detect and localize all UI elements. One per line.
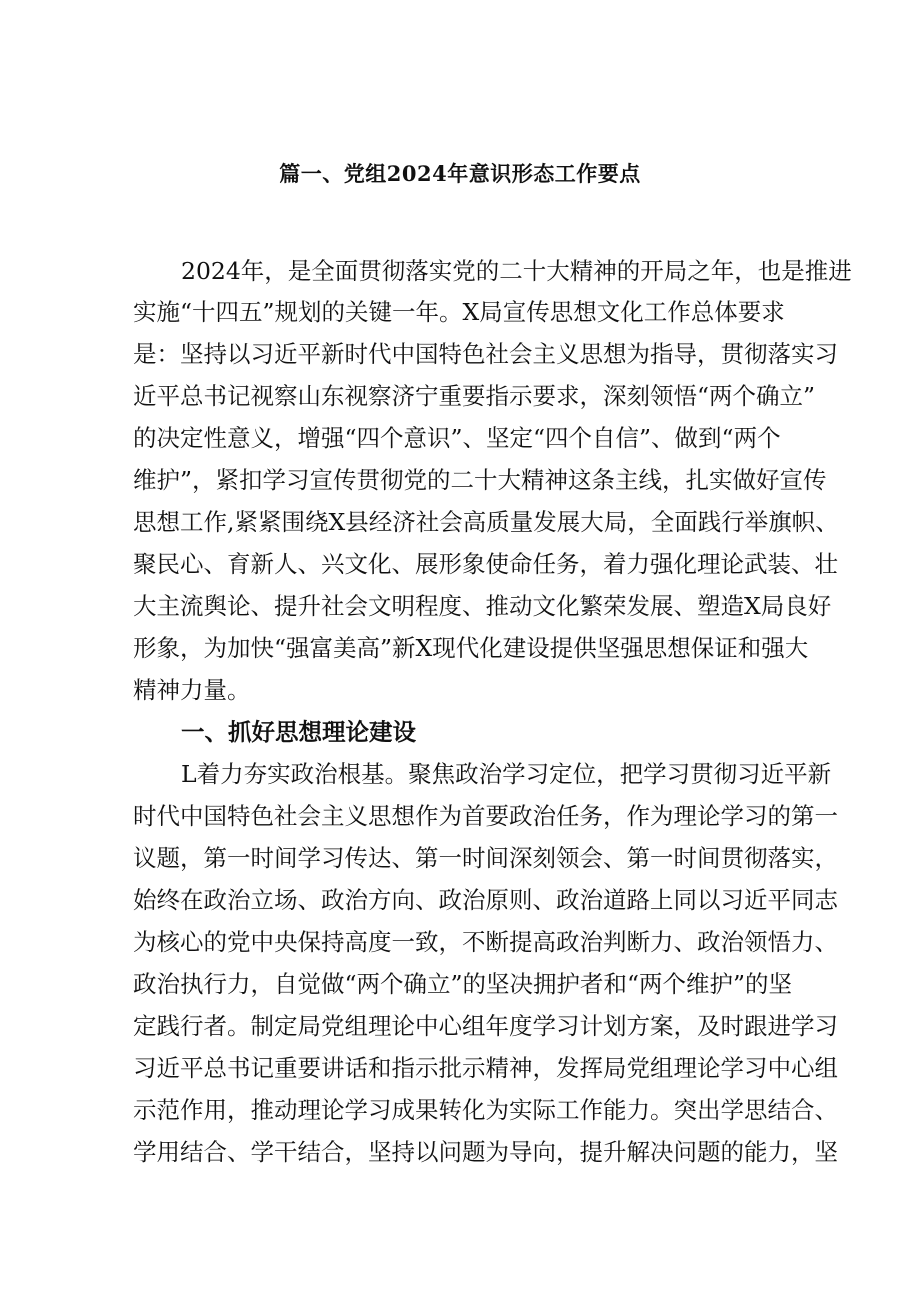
text-line: 习近平总书记重要讲话和指示批示精神，发挥局党组理论学习中心组	[133, 1054, 838, 1082]
text-line: 精神力量。	[133, 676, 251, 704]
document-title: 篇一、党组2024年意识形态工作要点	[279, 161, 641, 186]
text-line: 近平总书记视察山东视察济宁重要指示要求，深刻领悟“两个确立”	[133, 382, 816, 410]
text-line: 思想工作,紧紧围绕X县经济社会高质量发展大局，全面践行举旗帜、	[133, 508, 839, 536]
text-line: 示范作用，推动理论学习成果转化为实际工作能力。突出学思结合、	[133, 1096, 838, 1124]
text-line: 政治执行力，自觉做“两个确立”的坚决拥护者和“两个维护”的坚	[133, 970, 793, 998]
text-line: 的决定性意义，增强“四个意识”、坚定“四个自信”、做到“两个	[133, 424, 781, 452]
text-line: 实施“十四五”规划的关键一年。X局宣传思想文化工作总体要求	[133, 298, 785, 326]
section-heading: 一、抓好思想理论建设	[181, 718, 416, 746]
text-line: 议题，第一时间学习传达、第一时间深刻领会、第一时间贯彻落实，	[133, 844, 838, 872]
text-line: 聚民心、育新人、兴文化、展形象使命任务，着力强化理论武装、壮	[133, 550, 838, 578]
text-line: 时代中国特色社会主义思想作为首要政治任务，作为理论学习的第一	[133, 802, 838, 830]
text-line: 学用结合、学干结合，坚持以问题为导向，提升解决问题的能力，坚	[133, 1138, 838, 1166]
text-line: 始终在政治立场、政治方向、政治原则、政治道路上同以习近平同志	[133, 886, 838, 914]
text-line: 形象，为加快“强富美高”新X现代化建设提供坚强思想保证和强大	[133, 634, 809, 662]
text-line: 为核心的党中央保持高度一致，不断提高政治判断力、政治领悟力、	[133, 928, 838, 956]
text-line: 定践行者。制定局党组理论中心组年度学习计划方案，及时跟进学习	[133, 1012, 838, 1040]
text-line: 2024年，是全面贯彻落实党的二十大精神的开局之年，也是推进	[181, 257, 852, 285]
text-line: 是：坚持以习近平新时代中国特色社会主义思想为指导，贯彻落实习	[133, 340, 838, 368]
text-line: 大主流舆论、提升社会文明程度、推动文化繁荣发展、塑造X局良好	[133, 592, 832, 620]
text-line: L着力夯实政治根基。聚焦政治学习定位，把学习贯彻习近平新	[181, 760, 832, 788]
text-line: 维护”，紧扣学习宣传贯彻党的二十大精神这条主线，扎实做好宣传	[133, 466, 827, 494]
